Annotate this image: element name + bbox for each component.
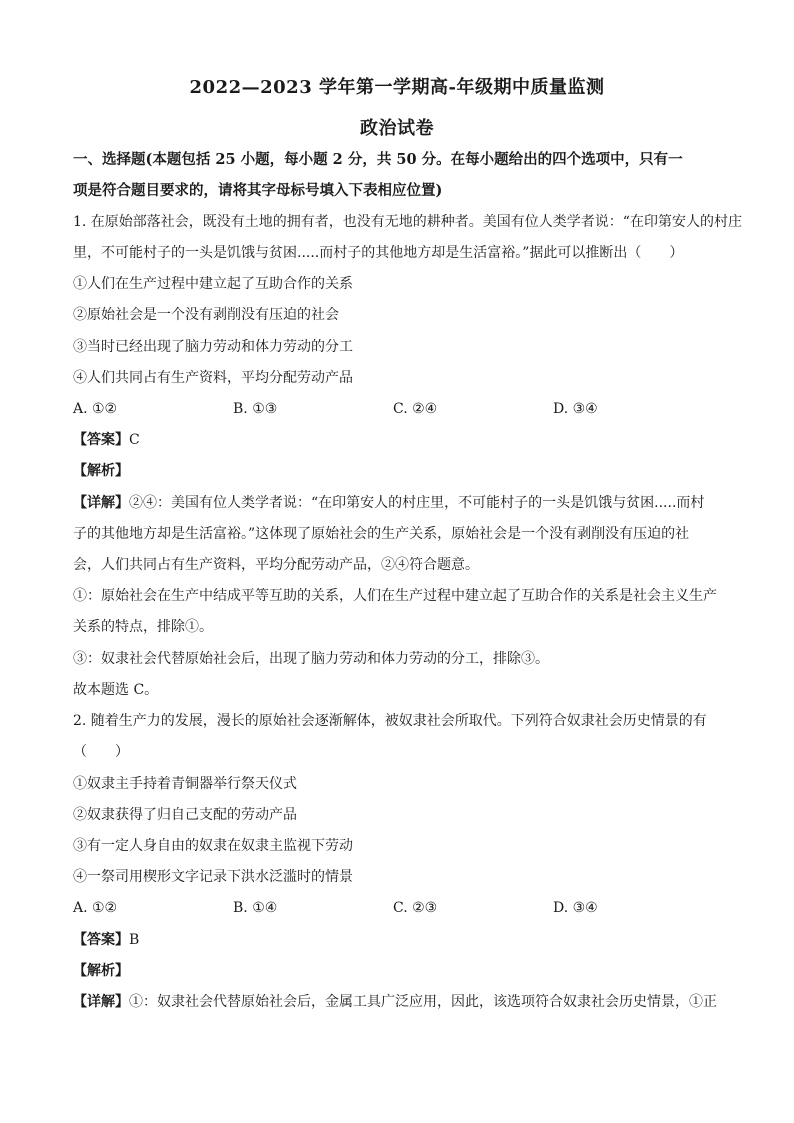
page-title: 2022—2023 学年第一学期高-年级期中质量监测	[189, 77, 605, 98]
q2-detail-line-1	[73, 992, 733, 1012]
analysis-tag: 【解析】	[73, 963, 129, 979]
q2-stem-line-1: 2. 随着生产力的发展，漫长的原始社会逐渐解体，被奴隶社会所取代。下列符合奴隶社会历史情景的有	[73, 713, 707, 729]
q1-detail-line-3: 会，人们共同占有生产资料，平均分配劳动产品，②④符合题意。	[73, 557, 479, 573]
q1-detail-line-4: ①：原始社会在生产中结成平等互助的关系，人们在生产过程中建立起了互助合作的关系是社会主义生产	[73, 588, 717, 604]
detail-tag: 【详解】	[73, 495, 129, 511]
q1-answer	[73, 430, 733, 450]
q1-detail-line-5: 关系的特点，排除①。	[73, 619, 213, 635]
q2-answer	[73, 930, 733, 950]
q1-item-3: ③当时已经出现了脑力劳动和体力劳动的分工	[73, 339, 353, 355]
q2-item-1: ①奴隶主手持着青铜器举行祭天仪式	[73, 776, 297, 792]
q1-option-b: B. ①③	[233, 401, 278, 417]
q2-option-d: D. ③④	[553, 900, 598, 916]
q1-stem-line-2: 里，不可能村子的一头是饥饿与贫困.....而村子的其他地方却是生活富裕。”据此可以推断出（ ）	[73, 245, 684, 261]
q2-detail-text-1: ①：奴隶社会代替原始社会后，金属工具广泛应用，因此，该选项符合奴隶社会历史情景，①正	[129, 994, 717, 1010]
q1-conclusion: 故本题选 C。	[73, 682, 159, 698]
q1-option-c: C. ②④	[393, 401, 438, 417]
q2-item-3: ③有一定人身自由的奴隶在奴隶主监视下劳动	[73, 838, 353, 854]
q2-option-a: A. ①②	[73, 900, 118, 916]
q1-detail-line-6: ③：奴隶社会代替原始社会后，出现了脑力劳动和体力劳动的分工，排除③。	[73, 651, 549, 667]
detail-tag: 【详解】	[73, 994, 129, 1010]
q2-analysis-tag	[73, 961, 733, 981]
q1-detail-text-1: ②④：美国有位人类学者说：“在印第安人的村庄里，不可能村子的一头是饥饿与贫困.....而村	[129, 495, 705, 511]
q1-item-4: ④人们共同占有生产资料，平均分配劳动产品	[73, 370, 353, 386]
q1-option-a: A. ①②	[73, 401, 118, 417]
q2-answer-value: B	[129, 932, 140, 948]
q1-analysis-tag	[73, 461, 733, 481]
analysis-tag: 【解析】	[73, 463, 129, 479]
q1-item-2: ②原始社会是一个没有剥削没有压迫的社会	[73, 307, 339, 323]
q1-answer-value: C	[129, 432, 140, 448]
q2-option-c: C. ②③	[393, 900, 438, 916]
q2-item-4: ④一祭司用楔形文字记录下洪水泛滥时的情景	[73, 869, 353, 885]
q2-item-2: ②奴隶获得了归自己支配的劳动产品	[73, 807, 297, 823]
page-subtitle: 政治试卷	[360, 118, 434, 139]
q1-detail-line-2: 子的其他地方却是生活富裕。”这体现了原始社会的生产关系，原始社会是一个没有剥削没有压迫的社	[73, 526, 690, 542]
section-heading-line-1: 一、选择题(本题包括 25 小题，每小题 2 分，共 50 分。在每小题给出的四个选项中，只有一	[73, 151, 683, 168]
q1-stem-line-1: 1. 在原始部落社会，既没有土地的拥有者，也没有无地的耕种者。美国有位人类学者说：“在印第安人的村庄	[73, 214, 742, 230]
section-heading-line-2: 项是符合题目要求的，请将其字母标号填入下表相应位置)	[73, 182, 443, 199]
q1-option-d: D. ③④	[553, 401, 598, 417]
q1-item-1: ①人们在生产过程中建立起了互助合作的关系	[73, 276, 353, 292]
answer-tag: 【答案】	[73, 432, 129, 448]
q1-detail-line-1	[73, 493, 733, 513]
q2-option-b: B. ①④	[233, 900, 278, 916]
q2-stem-line-2: （ ）	[73, 744, 129, 760]
answer-tag: 【答案】	[73, 932, 129, 948]
